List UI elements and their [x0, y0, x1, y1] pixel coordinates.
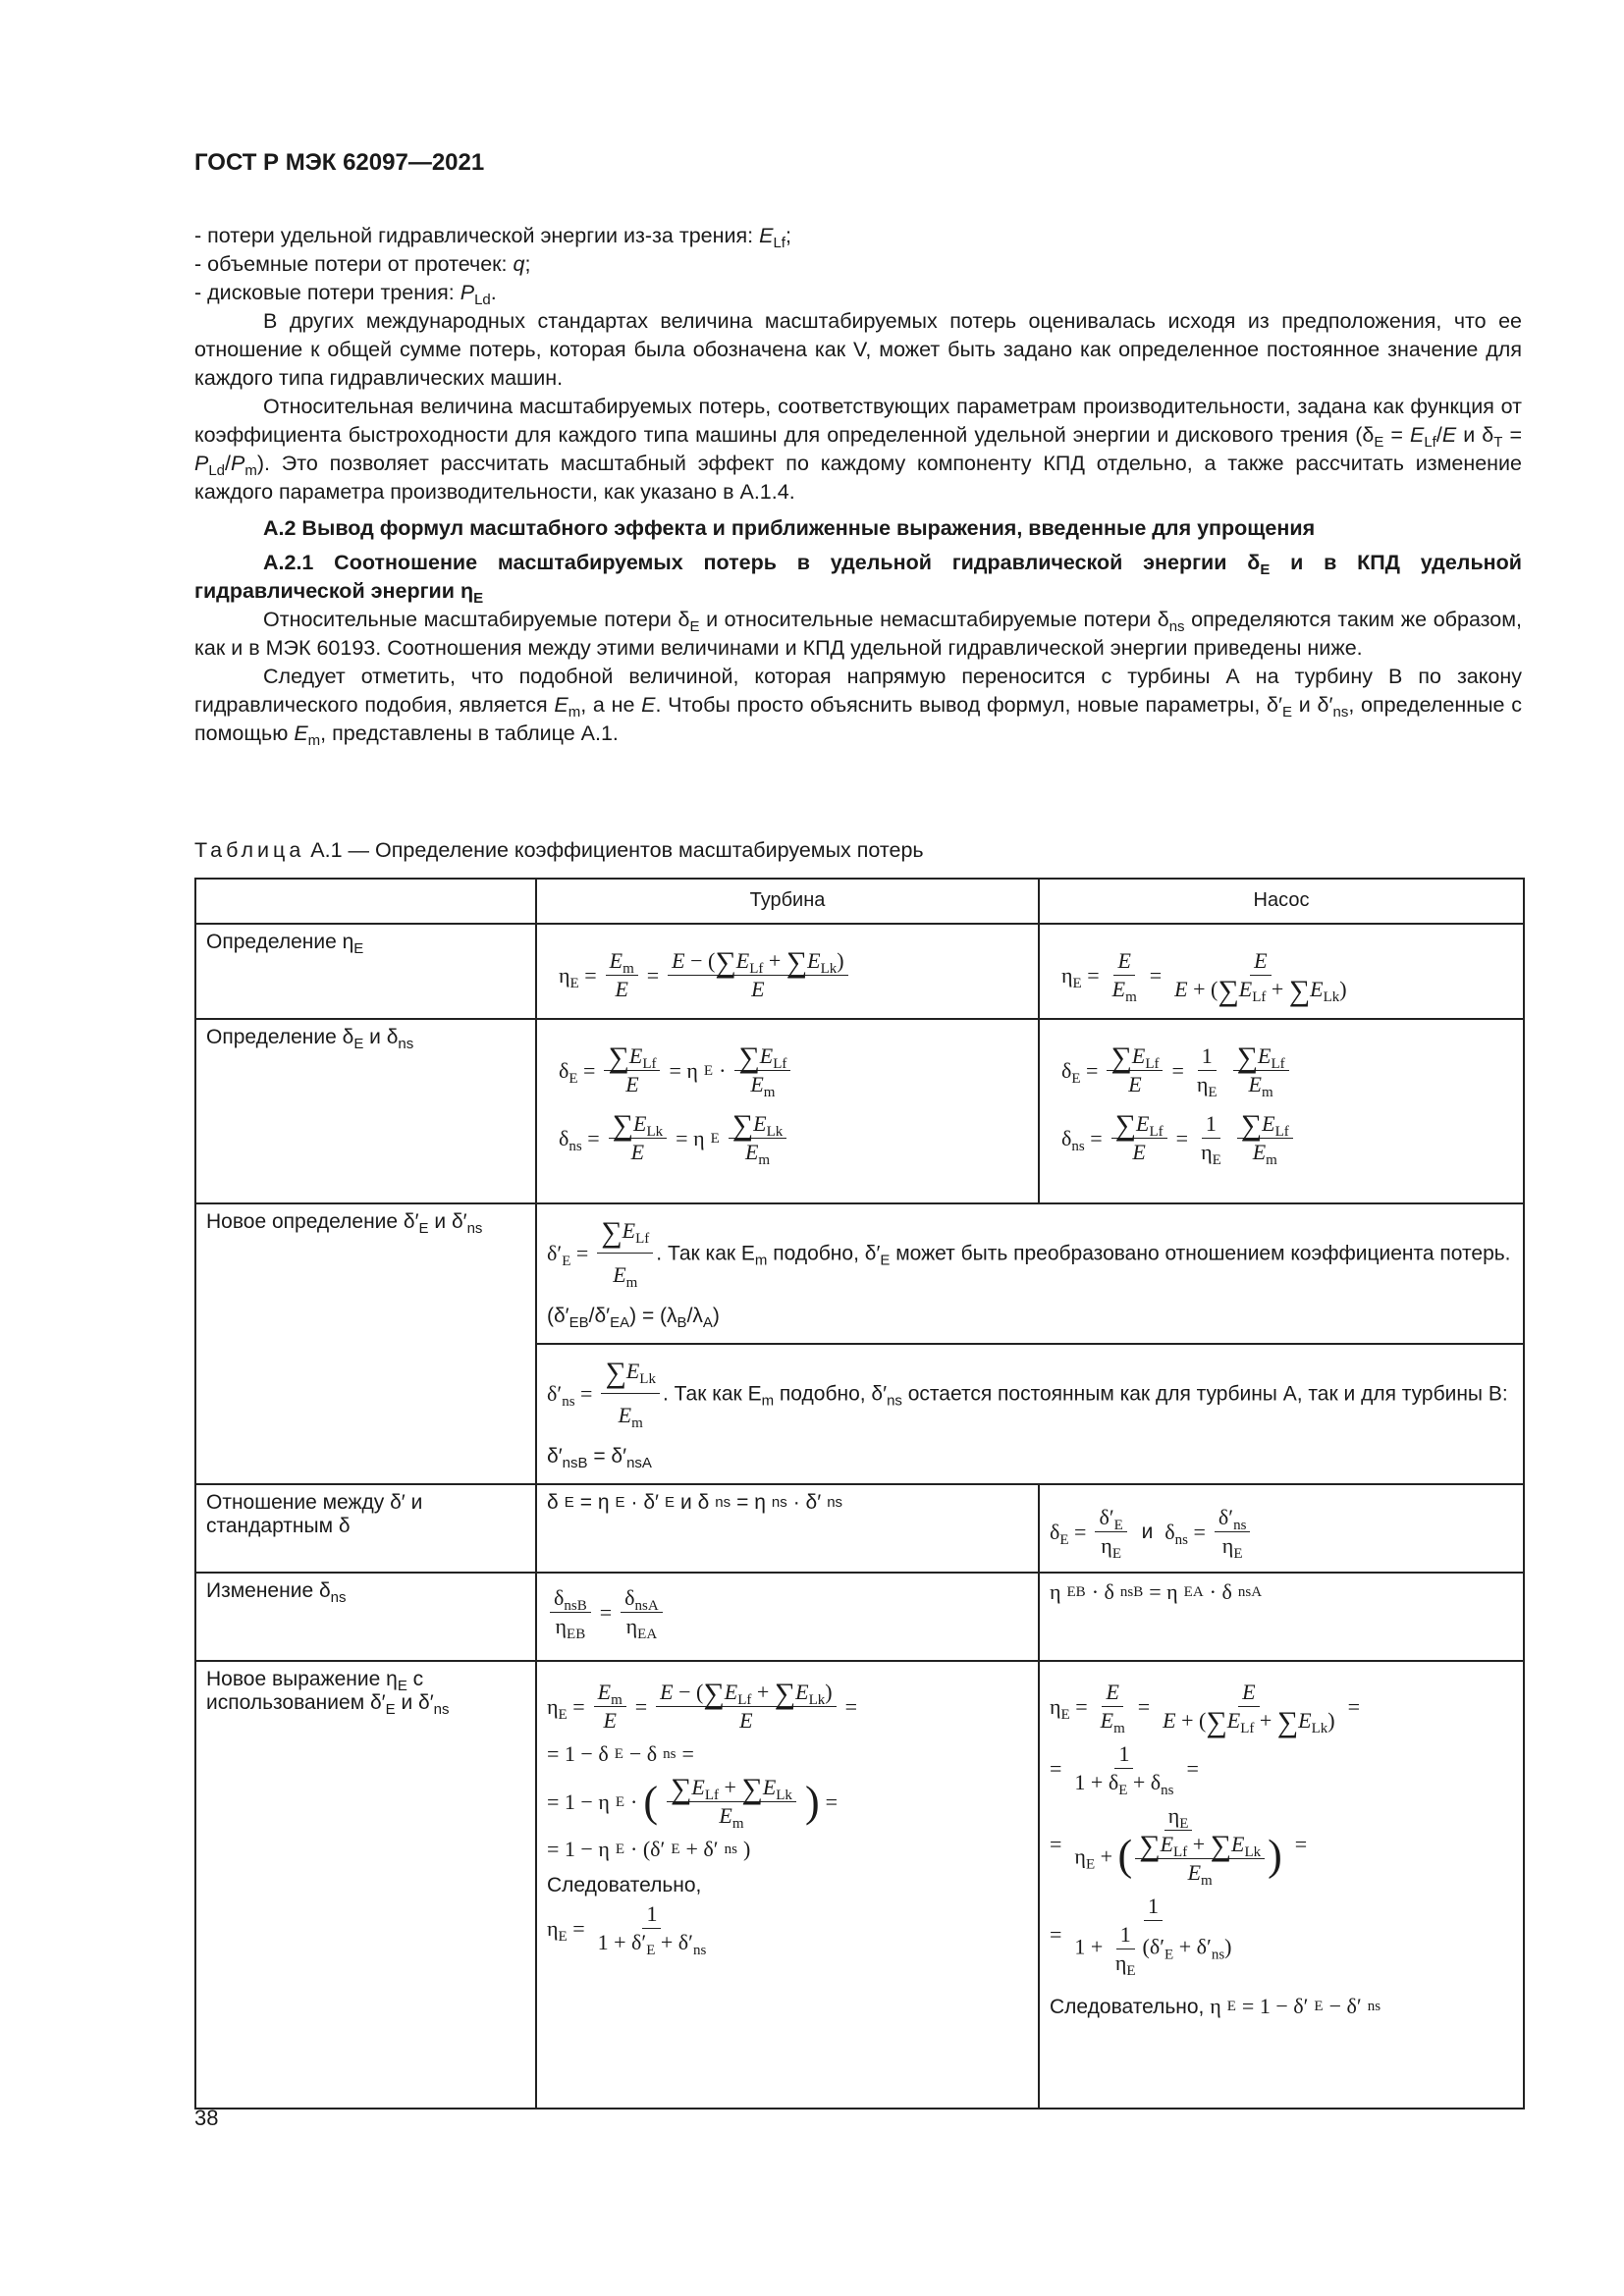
row-label-delta-definition: Определение $\delta_E$ и $\delta_{ns}$	[195, 1019, 536, 1203]
row-label-new-expression: Новое выражение $\eta_E$ с использованием $\delta'_E$ и $\delta'_{ns}$	[195, 1661, 536, 2109]
formula-turbine-relation: δ E = η E · δ′ E и δ ns = η ns · δ′ ns	[536, 1484, 1039, 1573]
list-item-leakage: - объемные потери от протечек: q;	[194, 252, 531, 276]
formula-turbine-eta: $\eta_E$ = $\frac{E_m}{E}$ = $\frac{E - (\sum E_{Lf} + \sum E_{Lk})}{E}$	[536, 924, 1039, 1019]
list-item-disk: - дисковые потери трения: $P_{Ld}$.	[194, 281, 497, 308]
table-header-empty	[195, 879, 536, 924]
table-caption: Таблица А.1 — Определение коэффициентов масштабируемых потерь	[194, 838, 924, 862]
row-label-eta-definition: Определение $\eta_E$	[195, 924, 536, 1019]
paragraph-4: Следует отметить, что подобной величиной, которая напрямую переносится с турбины А на турбину В по закону гидравлического подобия, является $E_m$, а не E. Чтобы просто объяснить вывод формул, новые параметры, $\delta'_E$ и $\delta'_{ns}$, определенные с помощью $E_m$, представлены в таблице А.1.	[194, 665, 1522, 749]
paragraph-1: В других международных стандартах величина масштабируемых потерь оценивалась исходя из предположения, что ее отношение к общей сумме потерь, которая была обозначена как V, может быть задано как определенное постоянное значение для каждого типа гидравлических машин.	[194, 309, 1522, 390]
row-label-change: Изменение $\delta_{ns}$	[195, 1573, 536, 1661]
table-header-turbine: Турбина	[536, 879, 1039, 924]
formula-new-delta-ns: $\delta'_{ns}$ = $\frac{\sum E_{Lk}}{E_m}$ . Так как $E_m$ подобно, $\delta'_{ns}$ остается постоянным как для турбины А, так и для турбины В: $\delta'_{nsB} = \delta'_{nsA}$	[536, 1344, 1524, 1484]
formula-turbine-change: $\frac{\delta_{nsB}}{\eta_{EB}}$ = $\frac{\delta_{nsA}}{\eta_{EA}}$	[536, 1573, 1039, 1661]
formula-pump-eta: $\eta_E$ = $\frac{E}{E_m}$ = $\frac{E}{E + (\sum E_{Lf} + \sum E_{Lk})}$	[1039, 924, 1524, 1019]
paragraph-2: Относительная величина масштабируемых потерь, соответствующих параметрам производительности, задана как функция от коэффициента быстроходности для каждого типа машины для определенной удельной энергии и дискового трения ($\delta_E = E_{Lf}/E$ и $\delta_T = P_{Ld}/P_m$). Это позволяет рассчитать масштабный эффект по каждому компоненту КПД отдельно, а также рассчитать изменение каждого параметра производительности, как указано в А.1.4.	[194, 395, 1522, 504]
formula-turbine-delta: $\delta_E$ = $\frac{\sum E_{Lf}}{E}$ = η E · $\frac{\sum E_{Lf}}{E_m}$ $\delta_{ns}$ = $\frac{\sum E_{Lk}}{E}$ = η E $\frac{\sum E_{Lk}}{E_m}$	[536, 1019, 1039, 1203]
document-header: ГОСТ Р МЭК 62097—2021	[194, 149, 485, 176]
list-item-friction: - потери удельной гидравлической энергии из-за трения: $E_{Lf}$;	[194, 224, 791, 251]
section-a21-heading: А.2.1 Соотношение масштабируемых потерь в удельной гидравлической энергии $\delta_E$ и в КПД удельной гидравлической энергии $\eta_E$	[194, 551, 1522, 607]
formula-pump-delta: $\delta_E$ = $\frac{\sum E_{Lf}}{E}$ = $\frac{1}{\eta_E}$ $\frac{\sum E_{Lf}}{E_m}$ $\delta_{ns}$ = $\frac{\sum E_{Lf}}{E}$ = $\frac{1}{\eta_E}$ $\frac{\sum E_{Lf}}{E_m}$	[1039, 1019, 1524, 1203]
paragraph-3: Относительные масштабируемые потери $\delta_E$ и относительные немасштабируемые потери $\delta_{ns}$ определяются таким же образом, как и в МЭК 60193. Соотношения между этими величинами и КПД удельной гидравлической энергии приведены ниже.	[194, 608, 1522, 660]
page-number: 38	[194, 2106, 219, 2130]
body-text	[194, 222, 1522, 748]
formula-pump-new-expression: $\eta_E$ = $\frac{E}{E_m}$ = $\frac{E}{E + (\sum E_{Lf} + \sum E_{Lk})}$ = = $\frac{1}{1 + \delta_E + \delta_{ns}}$ = = $\eta_E$ $\eta_E$ + ( $\frac{\sum E_{Lf} + \sum E_{Lk}}{E_m}$ ) = = 1 1 + $\frac{1}{\eta_E}$ $(\delta'_E + \delta'_{ns})$ Следовательно, η E = 1 − δ′ E − δ′ ns	[1039, 1661, 1524, 2109]
row-label-relation: Отношение между δ′ и стандартным δ	[195, 1484, 536, 1573]
table-header-pump: Насос	[1039, 879, 1524, 924]
row-label-new-definition: Новое определение $\delta'_E$ и $\delta'_{ns}$	[195, 1203, 536, 1484]
formula-pump-change: η EB · δ nsB = η EA · δ nsA	[1039, 1573, 1524, 1661]
section-a2-heading: А.2 Вывод формул масштабного эффекта и приближенные выражения, введенные для упрощения	[263, 516, 1316, 540]
formula-pump-relation: $\delta_E$ = $\frac{\delta'_E}{\eta_E}$ и $\delta_{ns}$ = $\frac{\delta'_{ns}}{\eta_E}$	[1039, 1484, 1524, 1573]
coefficients-table	[194, 878, 1525, 2109]
formula-turbine-new-expression: $\eta_E$ = $\frac{E_m}{E}$ = $\frac{E - (\sum E_{Lf} + \sum E_{Lk})}{E}$ = = 1 − δ E − δ ns = = 1 − η E · ( $\frac{\sum E_{Lf} + \sum E_{Lk}}{E_m}$ ) = = 1 − η E · (δ′ E + δ′ ns ) Следовательно, $\eta_E$ = $\frac{1}{1 + \delta'_E + \delta'_{ns}}$	[536, 1661, 1039, 2109]
formula-new-delta-e: $\delta'_E$ = $\frac{\sum E_{Lf}}{E_m}$ . Так как $E_m$ подобно, $\delta'_E$ может быть преобразовано отношением коэффициента потерь. $(\delta'_{EB}/\delta'_{EA}) = (\lambda_B/\lambda_A)$	[536, 1203, 1524, 1344]
